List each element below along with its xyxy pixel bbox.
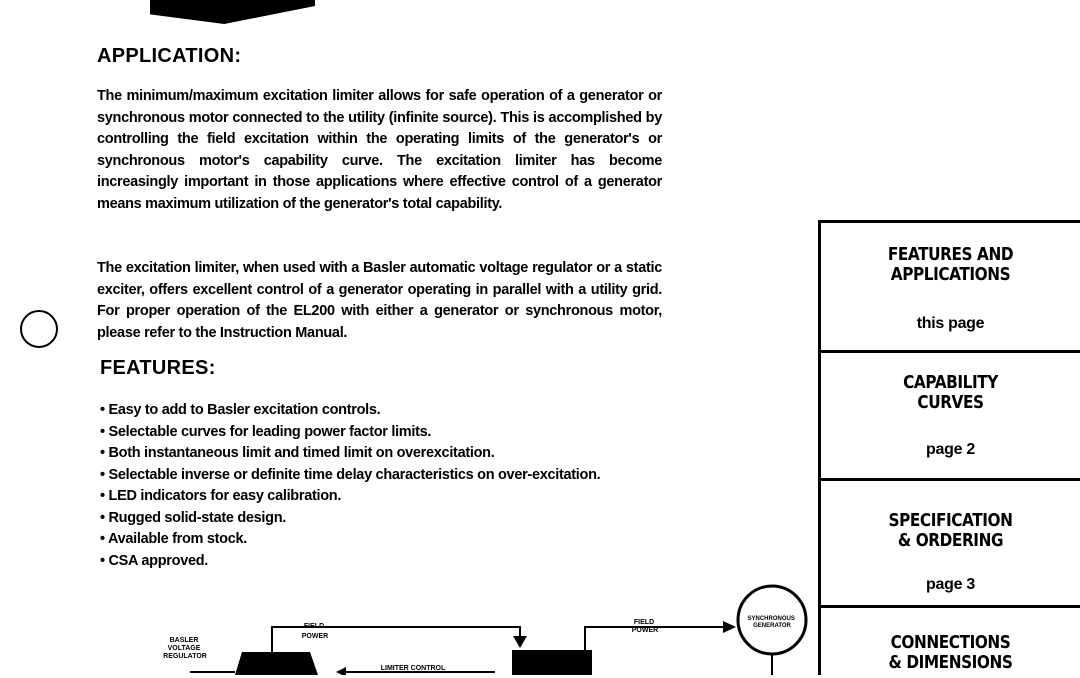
arrow-down <box>513 636 527 648</box>
feature-item: • Easy to add to Basler excitation controls. <box>100 400 640 422</box>
tab-page: page 2 <box>926 441 975 458</box>
top-decorative-shape <box>150 0 315 24</box>
feature-item: • Selectable inverse or definite time delay characteristics on over-excitation. <box>100 465 640 487</box>
voltage-regulator-block <box>235 652 318 675</box>
features-heading: FEATURES: <box>100 357 216 379</box>
tab-title: FEATURES AND APPLICATIONS <box>887 244 1014 285</box>
arrow-right <box>723 621 736 633</box>
arrow-left <box>336 667 346 675</box>
binder-hole <box>20 310 58 348</box>
exciter-block <box>512 650 592 675</box>
tab-page: page 3 <box>926 576 975 593</box>
generator-label-line: GENERATOR <box>753 623 791 629</box>
feature-item: • Available from stock. <box>100 529 640 551</box>
feature-item: • Both instantaneous limit and timed limit on overexcitation. <box>100 443 640 465</box>
basler-label-line: REGULATOR <box>163 653 207 660</box>
sidebar-tab-specification[interactable] <box>821 481 1080 608</box>
feature-item: • Rugged solid-state design. <box>100 508 640 530</box>
field-power-line: POWER <box>631 627 659 634</box>
sidebar-navigation <box>818 220 1080 675</box>
application-paragraph-2: The excitation limiter, when used with a Basler automatic voltage regulator or a static exciter, offers excellent control of a generator operating in parallel with a utility grid. For proper operation of the EL200 with either a generator or synchronous motor, please refer to the Instruction Manual. <box>97 260 662 341</box>
field-power-line: FIELD <box>303 623 325 630</box>
application-heading: APPLICATION: <box>97 45 242 67</box>
application-paragraph-1: The minimum/maximum excitation limiter allows for safe operation of a generator or synchronous motor connected to the utility (infinite source). This is accomplished by controlling the field excitation within the operating limits of the generator's or synchronous motor's capability curve. The excitation limiter has become increasingly important in those applications where effective control of a generator means maximum utilization of the generator's total capability. <box>97 88 662 212</box>
tab-title: CAPABILITY CURVES <box>903 372 998 413</box>
feature-item: • LED indicators for easy calibration. <box>100 486 640 508</box>
feature-item: • Selectable curves for leading power factor limits. <box>100 422 640 444</box>
generator-label <box>747 616 796 629</box>
tab-page: this page <box>916 315 985 332</box>
tab-title: CONNECTIONS & DIMENSIONS <box>888 632 1013 673</box>
field-power-line: POWER <box>301 633 329 640</box>
field-power-label-1 <box>302 623 328 640</box>
basler-label-line: VOLTAGE <box>167 645 201 652</box>
basler-regulator-label <box>163 637 207 660</box>
feature-item: • CSA approved. <box>100 551 640 573</box>
block-diagram <box>150 580 830 675</box>
sidebar-tab-capability-curves[interactable] <box>821 353 1080 481</box>
limiter-control-label: LIMITER CONTROL <box>380 665 446 672</box>
field-power-line: FIELD <box>633 619 655 626</box>
sidebar-tab-connections[interactable] <box>821 608 1080 678</box>
features-list <box>100 400 640 572</box>
basler-label-line: BASLER <box>169 637 199 644</box>
generator-label-line: SYNCHRONOUS <box>747 616 795 622</box>
tab-title: SPECIFICATION & ORDERING <box>888 510 1013 551</box>
sidebar-tab-features[interactable] <box>821 223 1080 353</box>
